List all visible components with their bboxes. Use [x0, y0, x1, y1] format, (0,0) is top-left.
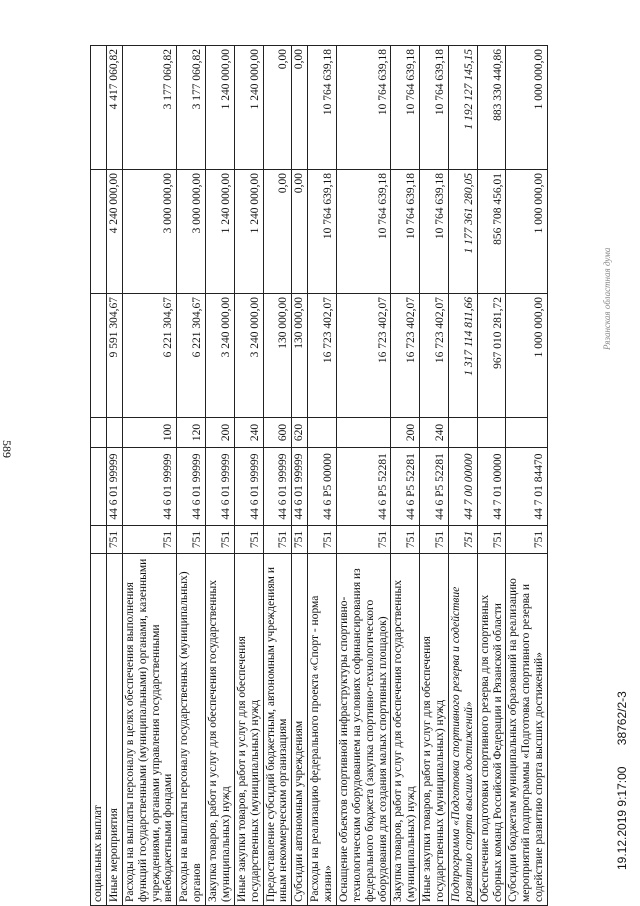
row-ved: 751	[206, 526, 235, 554]
row-amount-2: 0,00	[263, 170, 292, 294]
row-kcsr: 44 6 01 99999	[234, 448, 263, 526]
row-kcsr: 44 6 01 99999	[206, 448, 235, 526]
row-kcsr: 44 6 01 99999	[106, 448, 122, 526]
row-kvr	[506, 418, 548, 448]
table-row	[177, 46, 206, 906]
row-amount-2: 1 240 000,00	[206, 170, 235, 294]
row-kcsr: 44 7 00 00000	[448, 448, 477, 526]
table-row	[263, 46, 292, 906]
row-amount-2: 10 764 639,18	[336, 170, 391, 294]
row-name: Подпрограмма «Подготовка спортивного резерва и содействие развитию спорта высших достижений»	[448, 554, 477, 906]
table-row	[292, 46, 308, 906]
row-ved	[91, 526, 107, 554]
row-amount-2: 10 764 639,18	[391, 170, 420, 294]
row-kvr	[336, 418, 391, 448]
row-amount-1: 16 723 402,07	[308, 294, 337, 418]
table-row	[106, 46, 122, 906]
row-kvr: 100	[122, 418, 177, 448]
budget-table-container	[90, 46, 550, 906]
table-row	[448, 46, 477, 906]
row-amount-1: 9 591 304,67	[106, 294, 122, 418]
table-row	[206, 46, 235, 906]
row-kcsr: 44 6 01 99999	[292, 448, 308, 526]
footer	[615, 673, 629, 870]
row-kvr	[106, 418, 122, 448]
row-name: Расходы на выплаты персоналу государственных (муниципальных) органов	[177, 554, 206, 906]
footer-date: 19.12.2019 9:17:00	[615, 766, 629, 870]
row-name: Предоставление субсидий бюджетным, автономным учреждениям и иным некоммерческим организациям	[263, 554, 292, 906]
row-amount-1: 6 221 304,67	[177, 294, 206, 418]
table-row	[122, 46, 177, 906]
row-amount-2	[91, 170, 107, 294]
row-name: Расходы на выплаты персоналу в целях обеспечения выполнения функций государственными (муниципальными) органами, казенными учреждениями, органами управления государственными внебюджетными фондами	[122, 554, 177, 906]
footer-doc-id: 38762/2-3	[615, 691, 629, 746]
row-amount-2: 0,00	[292, 170, 308, 294]
row-amount-1: 3 240 000,00	[206, 294, 235, 418]
row-amount-3: 0,00	[263, 46, 292, 170]
row-ved: 751	[336, 526, 391, 554]
row-amount-2: 10 764 639,18	[420, 170, 449, 294]
row-amount-2: 10 764 639,18	[308, 170, 337, 294]
row-kcsr	[91, 448, 107, 526]
row-kvr: 120	[177, 418, 206, 448]
row-amount-1: 3 240 000,00	[234, 294, 263, 418]
row-ved: 751	[292, 526, 308, 554]
row-ved: 751	[177, 526, 206, 554]
budget-table	[90, 45, 548, 906]
row-amount-3: 1 000 000,00	[506, 46, 548, 170]
row-amount-3: 10 764 639,18	[336, 46, 391, 170]
table-row	[391, 46, 420, 906]
row-ved: 751	[234, 526, 263, 554]
row-amount-3: 10 764 639,18	[420, 46, 449, 170]
row-name: Иные закупки товаров, работ и услуг для обеспечения государственных (муниципальных) нужд	[420, 554, 449, 906]
row-name: Оснащение объектов спортивной инфраструктуры спортивно-технологическим оборудованием на условиях софинансирования из федерального бюджета (закупка спортивно-технологического оборудования для создания малых спортивных площадок)	[336, 554, 391, 906]
row-amount-1	[91, 294, 107, 418]
row-kvr: 240	[234, 418, 263, 448]
row-amount-3: 1 240 000,00	[206, 46, 235, 170]
row-amount-1: 16 723 402,07	[336, 294, 391, 418]
row-kvr: 600	[263, 418, 292, 448]
row-amount-2: 3 000 000,00	[122, 170, 177, 294]
row-ved: 751	[263, 526, 292, 554]
row-name: Закупка товаров, работ и услуг для обеспечения государственных (муниципальных) нужд	[391, 554, 420, 906]
row-amount-1: 130 000,00	[263, 294, 292, 418]
table-row	[91, 46, 107, 906]
row-name: Иные мероприятия	[106, 554, 122, 906]
row-amount-1: 130 000,00	[292, 294, 308, 418]
row-amount-2: 3 000 000,00	[177, 170, 206, 294]
row-amount-1: 967 010 281,72	[477, 294, 506, 418]
row-kcsr: 44 7 01 00000	[477, 448, 506, 526]
table-row	[477, 46, 506, 906]
row-ved: 751	[122, 526, 177, 554]
row-amount-3: 0,00	[292, 46, 308, 170]
row-kcsr: 44 6 01 99999	[263, 448, 292, 526]
row-ved: 751	[448, 526, 477, 554]
row-kvr: 200	[391, 418, 420, 448]
page-number: 589	[0, 440, 14, 458]
row-amount-3: 883 330 440,86	[477, 46, 506, 170]
row-amount-3: 1 192 127 145,15	[448, 46, 477, 170]
registration-stamp: Рязанская областная дума	[602, 247, 612, 350]
row-kvr	[91, 418, 107, 448]
row-kcsr: 44 6 P5 52281	[391, 448, 420, 526]
row-amount-3: 4 417 060,82	[106, 46, 122, 170]
row-amount-2: 1 000 000,00	[506, 170, 548, 294]
table-row	[336, 46, 391, 906]
row-name: Закупка товаров, работ и услуг для обеспечения государственных (муниципальных) нужд	[206, 554, 235, 906]
row-kcsr: 44 6 P5 52281	[336, 448, 391, 526]
row-name: социальных выплат	[91, 554, 107, 906]
row-kvr	[448, 418, 477, 448]
row-amount-1: 6 221 304,67	[122, 294, 177, 418]
row-kvr: 620	[292, 418, 308, 448]
row-ved: 751	[391, 526, 420, 554]
row-amount-2: 4 240 000,00	[106, 170, 122, 294]
row-amount-2: 856 708 456,01	[477, 170, 506, 294]
row-name: Субсидии бюджетам муниципальных образований на реализацию мероприятий подпрограммы «Подготовка спортивного резерва и содействие развитию спорта высших достижений»	[506, 554, 548, 906]
row-kvr	[308, 418, 337, 448]
row-kcsr: 44 6 P5 52281	[420, 448, 449, 526]
row-ved: 751	[477, 526, 506, 554]
row-name: Субсидии автономным учреждениям	[292, 554, 308, 906]
row-amount-3	[91, 46, 107, 170]
row-amount-3: 3 177 060,82	[122, 46, 177, 170]
row-kcsr: 44 6 01 99999	[122, 448, 177, 526]
table-row	[506, 46, 548, 906]
row-ved: 751	[506, 526, 548, 554]
row-name: Иные закупки товаров, работ и услуг для обеспечения государственных (муниципальных) нужд	[234, 554, 263, 906]
table-row	[308, 46, 337, 906]
row-amount-3: 10 764 639,18	[308, 46, 337, 170]
row-amount-1: 16 723 402,07	[420, 294, 449, 418]
row-kcsr: 44 6 01 99999	[177, 448, 206, 526]
row-kcsr: 44 6 P5 00000	[308, 448, 337, 526]
row-name: Расходы на реализацию федерального проекта «Спорт - норма жизни»	[308, 554, 337, 906]
table-row	[234, 46, 263, 906]
row-name: Обеспечение подготовки спортивного резерва для спортивных сборных команд Российской Федерации и Рязанской области	[477, 554, 506, 906]
row-amount-3: 10 764 639,18	[391, 46, 420, 170]
row-amount-1: 1 317 114 811,66	[448, 294, 477, 418]
table-row	[420, 46, 449, 906]
row-amount-1: 16 723 402,07	[391, 294, 420, 418]
row-ved: 751	[308, 526, 337, 554]
row-amount-2: 1 177 361 280,05	[448, 170, 477, 294]
row-ved: 751	[420, 526, 449, 554]
row-amount-1: 1 000 000,00	[506, 294, 548, 418]
row-amount-3: 1 240 000,00	[234, 46, 263, 170]
row-ved: 751	[106, 526, 122, 554]
row-kvr: 240	[420, 418, 449, 448]
row-amount-2: 1 240 000,00	[234, 170, 263, 294]
row-kcsr: 44 7 01 84470	[506, 448, 548, 526]
row-amount-3: 3 177 060,82	[177, 46, 206, 170]
row-kvr	[477, 418, 506, 448]
row-kvr: 200	[206, 418, 235, 448]
